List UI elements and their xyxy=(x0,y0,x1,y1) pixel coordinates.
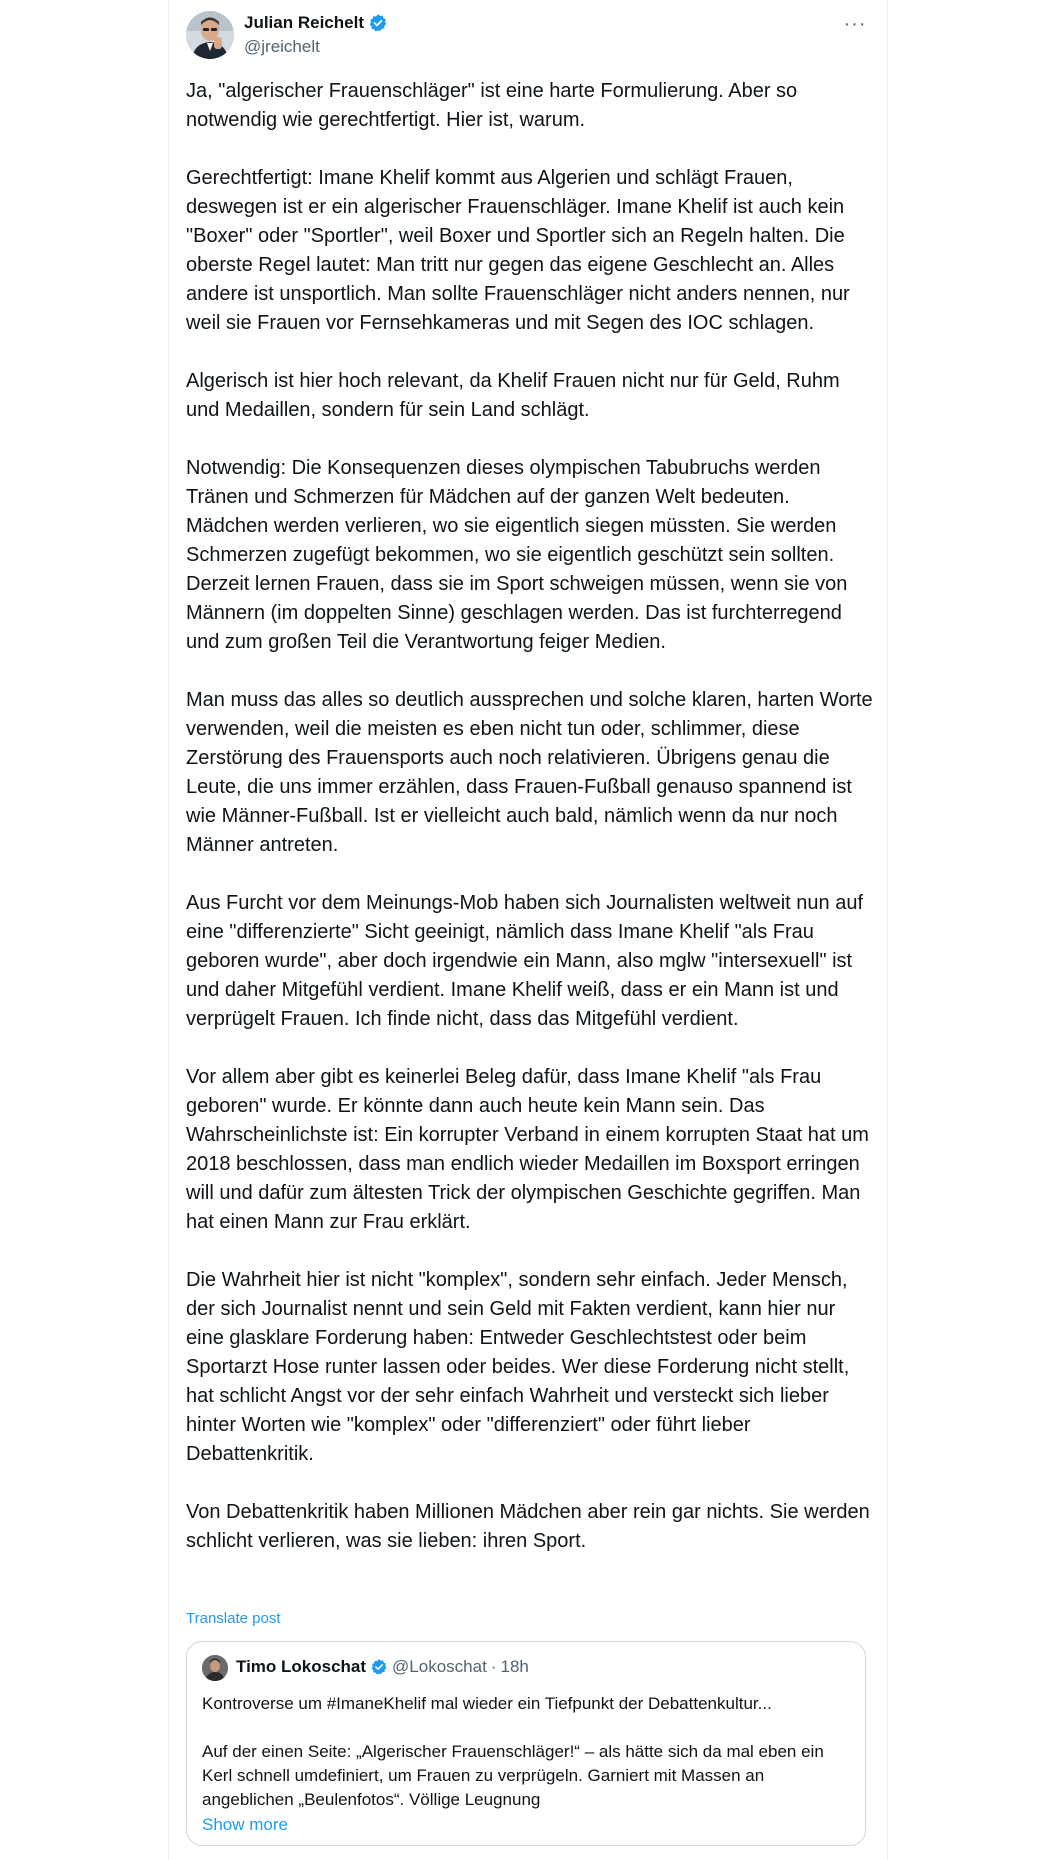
quoted-post-header xyxy=(236,1656,529,1678)
verified-badge-icon[interactable] xyxy=(368,13,388,33)
quoted-paragraph: Kontroverse um #ImaneKhelif mal wieder ein Tiefpunkt der Debattenkultur... xyxy=(202,1694,772,1713)
post-paragraph: Von Debattenkritik haben Millionen Mädchen aber rein gar nichts. Sie werden schlicht verlieren, was sie lieben: ihren Sport. xyxy=(186,1501,870,1552)
quoted-post-text xyxy=(202,1692,852,1812)
post-paragraph: Man muss das alles so deutlich aussprechen und solche klaren, harten Worte verwenden, weil die meisten es eben nicht tun oder, schlimmer, diese Zerstörung des Frauensports auch noch relativieren. Übrigens genau die Leute, die uns immer erzählen, dass Frauen-Fußball genauso spannend ist wie Männer-Fußball. Ist er vielleicht auch bald, nämlich wenn da nur noch Männer antreten. xyxy=(186,689,873,856)
quoted-post-time[interactable]: 18h xyxy=(500,1657,529,1676)
show-more-link[interactable]: Show more xyxy=(202,1815,288,1834)
author-name-text[interactable]: Julian Reichelt xyxy=(244,13,364,32)
post-paragraph: Notwendig: Die Konsequenzen dieses olympischen Tabubruchs werden Tränen und Schmerzen für Mädchen auf der ganzen Welt bedeuten. Mädchen werden verlieren, wo sie eigentlich siegen müssten. Sie werden Schmerzen zugefügt bekommen, wo sie eigentlich geschützt sein sollten. Derzeit lernen Frauen, dass sie im Sport schweigen müssen, wenn sie von Männern (im doppelten Sinne) geschlagen werden. Das ist furchterregend und zum großen Teil die Verantwortung feiger Medien. xyxy=(186,457,848,653)
verified-badge-icon[interactable] xyxy=(370,1658,388,1676)
author-avatar[interactable] xyxy=(186,11,234,59)
quoted-paragraph: Auf der einen Seite: „Algerischer Frauenschläger!“ – als hätte sich da mal eben ein Kerl schnell umdefiniert, um Frauen zu verprügeln. Garniert mit Massen an angeblichen „Beulenfotos“. Völlige Leugnung xyxy=(202,1742,824,1809)
post-text xyxy=(186,77,876,1556)
quoted-author-name[interactable]: Timo Lokoschat xyxy=(236,1657,367,1676)
quoted-author-avatar[interactable] xyxy=(202,1655,228,1681)
translate-post-link[interactable]: Translate post xyxy=(186,1610,281,1627)
post-paragraph: Ja, "algerischer Frauenschläger" ist eine harte Formulierung. Aber so notwendig wie gerechtfertigt. Hier ist, warum. xyxy=(186,80,798,131)
post-paragraph: Gerechtfertigt: Imane Khelif kommt aus Algerien und schlägt Frauen, deswegen ist er ein algerischer Frauenschläger. Imane Khelif ist auch kein "Boxer" oder "Sportler", weil Boxer und Sportler sich an Regeln halten. Die oberste Regel lautet: Man tritt nur gegen das eigene Geschlecht an. Alles andere ist unsportlich. Man sollte Frauenschläger nicht anders nennen, nur weil sie Frauen vor Fernsehkameras und mit Segen des IOC schlagen. xyxy=(186,167,850,334)
author-name[interactable] xyxy=(244,13,388,33)
quoted-author-handle[interactable]: @Lokoschat xyxy=(392,1657,487,1676)
post-paragraph: Aus Furcht vor dem Meinungs-Mob haben sich Journalisten weltweit nun auf eine "differenzierte" Sicht geeinigt, nämlich dass Imane Khelif "als Frau geboren wurde", aber doch irgendwie ein Mann, also mglw "intersexuell" ist und daher Mitgefühl verdient. Imane Khelif weiß, dass er ein Mann ist und verprügelt Frauen. Ich finde nicht, dass das Mitgefühl verdient. xyxy=(186,892,864,1030)
post-paragraph: Algerisch ist hier hoch relevant, da Khelif Frauen nicht nur für Geld, Ruhm und Medaillen, sondern für sein Land schlägt. xyxy=(186,370,840,421)
separator-dot: · xyxy=(490,1657,497,1676)
post-paragraph: Vor allem aber gibt es keinerlei Beleg dafür, dass Imane Khelif "als Frau geboren" wurde. Er könnte dann auch heute kein Mann sein. Das Wahrscheinlichste ist: Ein korrupter Verband in einem korrupten Staat hat um 2018 beschlossen, dass man endlich wieder Medaillen im Boxsport erringen will und dafür zum ältesten Trick der olympischen Geschichte gegriffen. Man hat einen Mann zur Frau erklärt. xyxy=(186,1066,869,1233)
post-paragraph: Die Wahrheit hier ist nicht "komplex", sondern sehr einfach. Jeder Mensch, der sich Journalist nennt und sein Geld mit Fakten verdient, kann hier nur eine glasklare Forderung haben: Entweder Geschlechtstest oder beim Sportarzt Hose runter lassen oder beides. Wer diese Forderung nicht stellt, hat schlicht Angst vor der sehr einfach Wahrheit und versteckt sich lieber hinter Worten wie "komplex" oder "differenziert" oder führt lieber Debattenkritik. xyxy=(186,1269,850,1465)
author-handle[interactable]: @jreichelt xyxy=(244,37,320,56)
more-options-icon[interactable]: ··· xyxy=(843,12,867,35)
quoted-post[interactable] xyxy=(186,1641,866,1846)
